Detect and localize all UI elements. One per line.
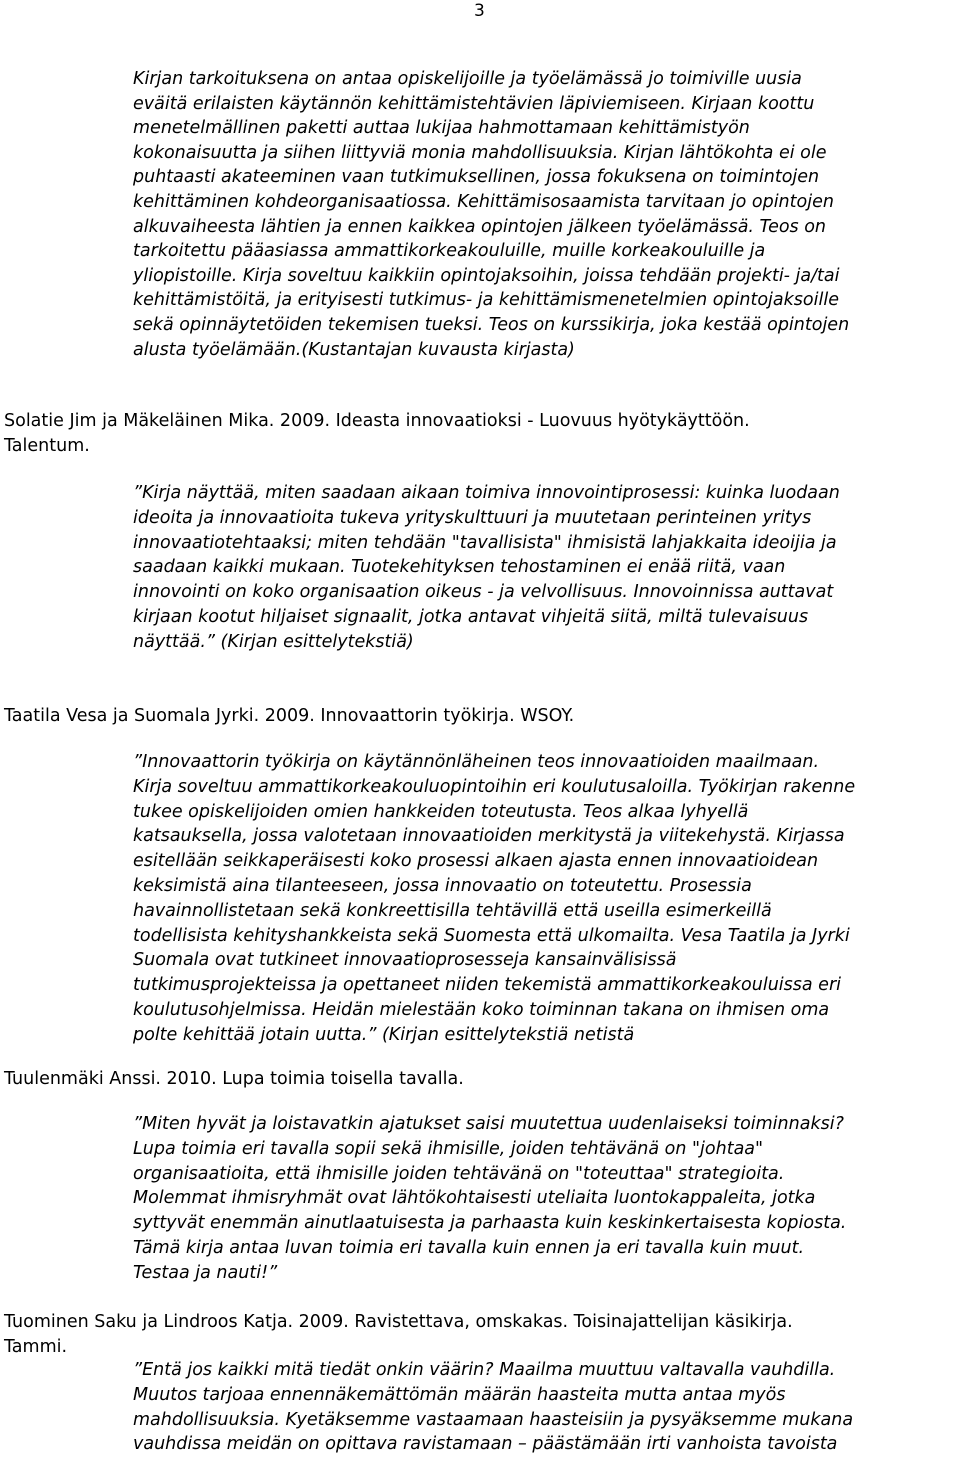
text-line: Muutos tarjoaa ennennäkemättömän määrän haasteita mutta antaa myös <box>133 1384 786 1405</box>
text-line: Molemmat ihmisryhmät ovat lähtökohtaisesti uteliaita luontokappaleita, jotka <box>133 1188 816 1209</box>
reference-line: Solatie Jim ja Mäkeläinen Mika. 2009. Ideasta innovaatioksi - Luovuus hyötykäyttöön. <box>4 411 750 431</box>
text-line: Kirjan tarkoituksena on antaa opiskelijoille ja työelämässä jo toimiville uusia <box>133 69 802 89</box>
book-reference <box>4 1067 464 1092</box>
text-line: ”Innovaattorin työkirja on käytännönläheinen teos innovaatioiden maailmaan. <box>133 752 820 772</box>
text-line: katsauksella, jossa valotetaan innovaatioiden merkitystä ja viitekehystä. Kirjassa <box>133 826 845 847</box>
reference-line: Tammi. <box>4 1336 68 1357</box>
reference-line: Talentum. <box>4 435 90 456</box>
text-line: organisaatioita, että ihmisille joiden tehtävänä on "toteuttaa" strategioita. <box>133 1163 785 1184</box>
text-line: puhtaasti akateeminen vaan tutkimuksellinen, jossa fokuksena on toimintojen <box>133 167 820 188</box>
text-line: Testaa ja nauti!” <box>133 1262 278 1283</box>
text-line: vauhdissa meidän on opittava ravistamaan – päästämään irti vanhoista tavoista <box>133 1434 838 1455</box>
text-line: ”Kirja näyttää, miten saadaan aikaan toimiva innovointiprosessi: kuinka luodaan <box>133 483 840 503</box>
text-line: syttyvät enemmän ainutlaatuisesta ja parhaasta kuin keskinkertaisesta kopiosta. <box>133 1213 847 1234</box>
intro-paragraph <box>133 67 849 362</box>
text-line: mahdollisuuksia. Kyetäksemme vastaamaan haasteisiin ja pysyäksemme mukana <box>133 1409 854 1430</box>
text-line: yliopistoille. Kirja soveltuu kaikkiin opintojaksoihin, joissa tehdään projekti- ja/tai <box>133 265 840 286</box>
book-reference <box>4 409 750 459</box>
reference-line: Tuulenmäki Anssi. 2010. Lupa toimia toisella tavalla. <box>4 1069 464 1089</box>
reference-line: Tuominen Saku ja Lindroos Katja. 2009. Ravistettava, omskakas. Toisinajattelijan käsikirja. <box>4 1312 793 1332</box>
text-line: Tämä kirja antaa luvan toimia eri tavalla kuin ennen ja eri tavalla kuin muut. <box>133 1237 805 1258</box>
text-line: kokonaisuutta ja siihen liittyviä monia mahdollisuuksia. Kirjan lähtökohta ei ole <box>133 142 827 163</box>
text-line: innovointi on koko organisaation oikeus - ja velvollisuus. Innovoinnissa auttavat <box>133 582 834 603</box>
text-line: kirjaan kootut hiljaiset signaalit, jotka antavat vihjeitä siitä, miltä tulevaisuus <box>133 606 809 627</box>
book-description <box>133 750 855 1048</box>
text-line: ”Entä jos kaikki mitä tiedät onkin väärin? Maailma muuttuu valtavalla vauhdilla. <box>133 1360 836 1380</box>
book-reference <box>4 1310 793 1360</box>
text-line: havainnollistetaan sekä konkreettisilla tehtävillä että useilla esimerkeillä <box>133 900 772 921</box>
text-line: kehittämistöitä, ja erityisesti tutkimus- ja kehittämismenetelmien opintojaksoille <box>133 290 839 311</box>
text-line: menetelmällinen paketti auttaa lukijaa hahmottamaan kehittämistyön <box>133 118 750 139</box>
text-line: Suomala ovat tutkineet innovaatioprosesseja kansainvälisissä <box>133 950 677 971</box>
text-line: Kirja soveltuu ammattikorkeakouluopintoihin eri koulutusaloilla. Työkirjan rakenne <box>133 776 856 797</box>
text-line: todellisista kehityshankkeista sekä Suomesta että ulkomailta. Vesa Taatila ja Jyrki <box>133 925 850 946</box>
book-description <box>133 1358 853 1457</box>
book-description <box>133 481 840 655</box>
text-line: ideoita ja innovaatioita tukeva yrityskulttuuri ja muutetaan perinteinen yritys <box>133 507 812 528</box>
text-line: Lupa toimia eri tavalla sopii sekä ihmisille, joiden tehtävänä on "johtaa" <box>133 1138 764 1159</box>
text-line: esitellään seikkaperäisesti koko prosessi alkaen ajasta ennen innovaatioidean <box>133 851 819 872</box>
text-line: tutkimusprojekteissa ja opettaneet niiden tekemistä ammattikorkeakouluissa eri <box>133 975 842 996</box>
text-line: sekä opinnäytetöiden tekemisen tueksi. Teos on kurssikirja, joka kestää opintojen <box>133 314 850 335</box>
text-line: tukee opiskelijoiden omien hankkeiden toteutusta. Teos alkaa lyhyellä <box>133 801 749 822</box>
book-description <box>133 1112 846 1286</box>
text-line: ”Miten hyvät ja loistavatkin ajatukset saisi muutettua uudenlaiseksi toiminnaksi? <box>133 1114 844 1134</box>
reference-line: Taatila Vesa ja Suomala Jyrki. 2009. Innovaattorin työkirja. WSOY. <box>4 706 575 726</box>
text-line: kehittäminen kohdeorganisaatiossa. Kehittämisosaamista tarvitaan jo opintojen <box>133 191 834 212</box>
text-line: saadaan kaikki mukaan. Tuotekehityksen tehostaminen ei enää riitä, vaan <box>133 557 786 578</box>
text-line: alusta työelämään.(Kustantajan kuvausta kirjasta) <box>133 339 575 360</box>
text-line: innovaatiotehtaaksi; miten tehdään "tavallisista" ihmisistä lahjakkaita ideoijia ja <box>133 532 837 553</box>
text-line: alkuvaiheesta lähtien ja ennen kaikkea opintojen jälkeen työelämässä. Teos on <box>133 216 827 237</box>
text-line: eväitä erilaisten käytännön kehittämistehtävien läpiviemiseen. Kirjaan koottu <box>133 93 815 114</box>
text-line: keksimistä aina tilanteeseen, jossa innovaatio on toteutettu. Prosessia <box>133 875 752 896</box>
text-line: näyttää.” (Kirjan esittelytekstiä) <box>133 631 414 652</box>
text-line: polte kehittää jotain uutta.” (Kirjan esittelytekstiä netistä <box>133 1024 635 1045</box>
text-line: tarkoitettu pääasiassa ammattikorkeakouluille, muille korkeakouluille ja <box>133 241 766 262</box>
text-line: koulutusohjelmissa. Heidän mielestään koko toiminnan takana on ihmisen oma <box>133 999 830 1020</box>
book-reference <box>4 704 574 729</box>
page-number: 3 <box>474 1 485 21</box>
